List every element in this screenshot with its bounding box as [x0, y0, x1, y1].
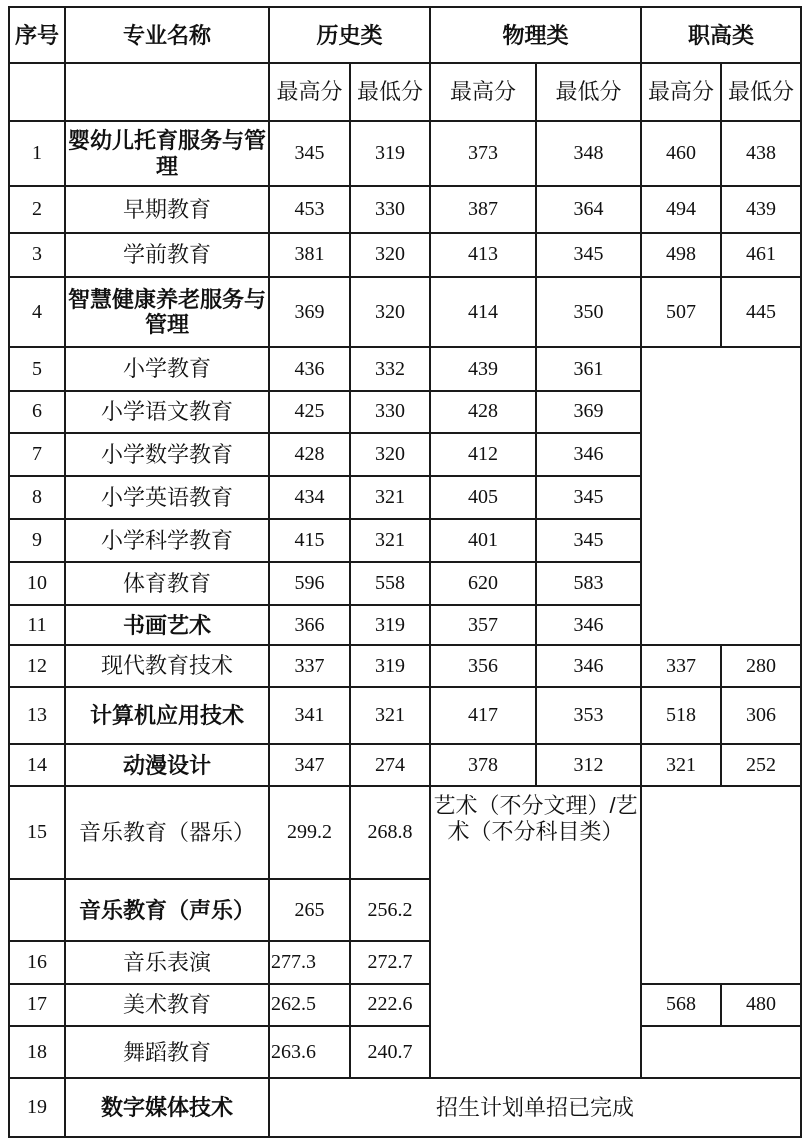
row-major-name: 小学科学教育 [65, 519, 269, 562]
history-min-score: 320 [350, 433, 430, 476]
row-seq: 4 [9, 277, 65, 347]
history-max-score: 337 [269, 645, 350, 686]
vocational-max-score: 321 [641, 744, 721, 786]
table-row [9, 277, 801, 347]
history-min-score: 330 [350, 186, 430, 232]
row-seq: 15 [9, 786, 65, 879]
row-major-name: 音乐教育（器乐） [65, 786, 269, 879]
history-max-score: 425 [269, 391, 350, 433]
row-major-name: 小学数学教育 [65, 433, 269, 476]
physics-max-score: 378 [430, 744, 536, 786]
vocational-min-score: 438 [721, 121, 801, 186]
physics-min-score: 346 [536, 433, 641, 476]
header-physics: 物理类 [430, 7, 641, 63]
row-seq: 2 [9, 186, 65, 232]
vocational-max-score: 494 [641, 186, 721, 232]
history-max-score: 263.6 [269, 1026, 350, 1078]
header-row-subcols [9, 63, 801, 120]
row-seq: 5 [9, 347, 65, 390]
physics-max-score: 405 [430, 476, 536, 518]
vocational-min-score: 445 [721, 277, 801, 347]
vocational-empty-block [641, 1026, 801, 1078]
physics-min-score: 369 [536, 391, 641, 433]
vocational-max-score: 518 [641, 687, 721, 744]
physics-min-score: 346 [536, 645, 641, 686]
history-min-score: 256.2 [350, 879, 430, 941]
table-row [9, 186, 801, 232]
history-max-score: 596 [269, 562, 350, 605]
history-min-score: 332 [350, 347, 430, 390]
physics-min-score: 348 [536, 121, 641, 186]
history-max-score: 345 [269, 121, 350, 186]
vocational-empty-block [641, 786, 801, 983]
history-min-score: 274 [350, 744, 430, 786]
row-seq: 13 [9, 687, 65, 744]
row-seq: 9 [9, 519, 65, 562]
header-major: 专业名称 [65, 7, 269, 63]
history-min-score: 272.7 [350, 941, 430, 983]
row-major-name: 小学教育 [65, 347, 269, 390]
table-row [9, 233, 801, 277]
row-seq: 11 [9, 605, 65, 645]
header-history-max: 最高分 [269, 63, 350, 120]
history-min-score: 319 [350, 605, 430, 645]
enrollment-complete-note: 招生计划单招已完成 [269, 1078, 801, 1137]
physics-max-score: 620 [430, 562, 536, 605]
header-row-groups [9, 7, 801, 63]
row-major-name: 计算机应用技术 [65, 687, 269, 744]
admission-score-table [8, 6, 802, 1138]
header-history: 历史类 [269, 7, 430, 63]
row-seq [9, 879, 65, 941]
physics-min-score: 345 [536, 476, 641, 518]
row-major-name: 美术教育 [65, 984, 269, 1026]
physics-max-score: 357 [430, 605, 536, 645]
history-min-score: 240.7 [350, 1026, 430, 1078]
row-seq: 16 [9, 941, 65, 983]
history-min-score: 319 [350, 121, 430, 186]
row-major-name: 动漫设计 [65, 744, 269, 786]
header-seq-blank [9, 63, 65, 120]
physics-max-score: 428 [430, 391, 536, 433]
history-max-score: 341 [269, 687, 350, 744]
vocational-max-score: 568 [641, 984, 721, 1026]
history-min-score: 558 [350, 562, 430, 605]
table-row [9, 687, 801, 744]
table-row [9, 1026, 801, 1078]
table-row [9, 744, 801, 786]
row-seq: 14 [9, 744, 65, 786]
row-major-name: 早期教育 [65, 186, 269, 232]
row-seq: 19 [9, 1078, 65, 1137]
physics-max-score: 413 [430, 233, 536, 277]
row-major-name: 小学英语教育 [65, 476, 269, 518]
row-seq: 12 [9, 645, 65, 686]
header-vocational-max: 最高分 [641, 63, 721, 120]
history-max-score: 277.3 [269, 941, 350, 983]
history-min-score: 268.8 [350, 786, 430, 879]
header-history-min: 最低分 [350, 63, 430, 120]
physics-min-score: 364 [536, 186, 641, 232]
table-row [9, 347, 801, 390]
vocational-min-score: 280 [721, 645, 801, 686]
row-major-name: 智慧健康养老服务与管理 [65, 277, 269, 347]
history-max-score: 428 [269, 433, 350, 476]
table-row [9, 984, 801, 1026]
row-seq: 3 [9, 233, 65, 277]
header-seq: 序号 [9, 7, 65, 63]
vocational-empty-block [641, 347, 801, 645]
row-seq: 17 [9, 984, 65, 1026]
history-max-score: 453 [269, 186, 350, 232]
vocational-min-score: 252 [721, 744, 801, 786]
header-physics-max: 最高分 [430, 63, 536, 120]
physics-max-score: 417 [430, 687, 536, 744]
vocational-max-score: 460 [641, 121, 721, 186]
row-seq: 18 [9, 1026, 65, 1078]
row-major-name: 现代教育技术 [65, 645, 269, 686]
physics-max-score: 387 [430, 186, 536, 232]
table-row [9, 645, 801, 686]
physics-min-score: 353 [536, 687, 641, 744]
vocational-max-score: 498 [641, 233, 721, 277]
physics-max-score: 414 [430, 277, 536, 347]
history-max-score: 265 [269, 879, 350, 941]
header-physics-min: 最低分 [536, 63, 641, 120]
history-max-score: 347 [269, 744, 350, 786]
table-row [9, 786, 801, 879]
vocational-max-score: 337 [641, 645, 721, 686]
history-min-score: 330 [350, 391, 430, 433]
history-min-score: 320 [350, 277, 430, 347]
row-major-name: 音乐教育（声乐） [65, 879, 269, 941]
header-major-blank [65, 63, 269, 120]
row-seq: 7 [9, 433, 65, 476]
vocational-min-score: 480 [721, 984, 801, 1026]
physics-max-score: 356 [430, 645, 536, 686]
history-min-score: 321 [350, 687, 430, 744]
physics-min-score: 312 [536, 744, 641, 786]
art-category-note: 艺术（不分文理）/艺术（不分科目类） [430, 786, 641, 1078]
history-max-score: 299.2 [269, 786, 350, 879]
history-max-score: 434 [269, 476, 350, 518]
history-max-score: 436 [269, 347, 350, 390]
row-major-name: 婴幼儿托育服务与管理 [65, 121, 269, 186]
physics-min-score: 346 [536, 605, 641, 645]
history-max-score: 366 [269, 605, 350, 645]
history-max-score: 415 [269, 519, 350, 562]
physics-min-score: 345 [536, 233, 641, 277]
row-major-name: 小学语文教育 [65, 391, 269, 433]
vocational-min-score: 461 [721, 233, 801, 277]
admission-score-sheet [8, 6, 800, 1138]
physics-max-score: 439 [430, 347, 536, 390]
vocational-min-score: 306 [721, 687, 801, 744]
row-major-name: 舞蹈教育 [65, 1026, 269, 1078]
history-min-score: 320 [350, 233, 430, 277]
history-min-score: 319 [350, 645, 430, 686]
physics-max-score: 401 [430, 519, 536, 562]
row-major-name: 音乐表演 [65, 941, 269, 983]
row-seq: 1 [9, 121, 65, 186]
history-min-score: 321 [350, 476, 430, 518]
history-min-score: 321 [350, 519, 430, 562]
physics-min-score: 345 [536, 519, 641, 562]
row-major-name: 学前教育 [65, 233, 269, 277]
row-major-name: 体育教育 [65, 562, 269, 605]
history-max-score: 381 [269, 233, 350, 277]
history-min-score: 222.6 [350, 984, 430, 1026]
row-seq: 6 [9, 391, 65, 433]
row-seq: 8 [9, 476, 65, 518]
physics-max-score: 412 [430, 433, 536, 476]
table-row [9, 121, 801, 186]
physics-min-score: 583 [536, 562, 641, 605]
header-vocational-min: 最低分 [721, 63, 801, 120]
header-vocational: 职高类 [641, 7, 801, 63]
table-row [9, 1078, 801, 1137]
vocational-min-score: 439 [721, 186, 801, 232]
row-major-name: 数字媒体技术 [65, 1078, 269, 1137]
history-max-score: 262.5 [269, 984, 350, 1026]
history-max-score: 369 [269, 277, 350, 347]
physics-min-score: 361 [536, 347, 641, 390]
row-major-name: 书画艺术 [65, 605, 269, 645]
physics-max-score: 373 [430, 121, 536, 186]
row-seq: 10 [9, 562, 65, 605]
vocational-max-score: 507 [641, 277, 721, 347]
physics-min-score: 350 [536, 277, 641, 347]
